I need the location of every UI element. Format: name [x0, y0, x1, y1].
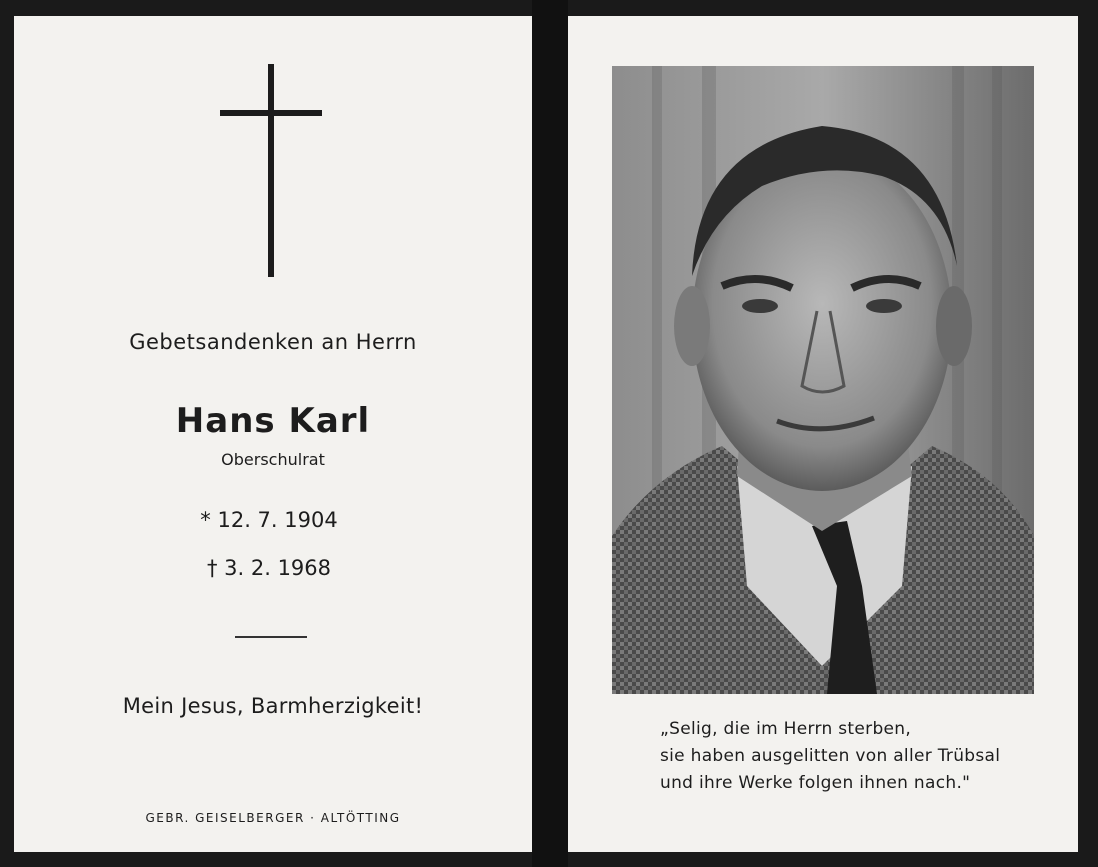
printer-credit: GEBR. GEISELBERGER · ALTÖTTING	[145, 811, 401, 825]
quote-line-1: „Selig, die im Herrn sterben,	[660, 719, 912, 739]
deceased-title: Oberschulrat	[221, 450, 325, 469]
intro-text: Gebetsandenken an Herrn	[129, 330, 417, 354]
right-card-panel	[568, 16, 1078, 852]
portrait-photo	[612, 66, 1034, 694]
cross-icon-bar	[220, 110, 322, 116]
quote-line-2: sie haben ausgelitten von aller Trübsal	[660, 746, 1001, 766]
cross-icon	[268, 64, 274, 277]
quote-line-3: und ihre Werke folgen ihnen nach."	[660, 773, 971, 793]
deceased-name: Hans Karl	[175, 401, 371, 441]
divider-line	[235, 636, 307, 638]
prayer-text: Mein Jesus, Barmherzigkeit!	[122, 694, 424, 718]
death-date: † 3. 2. 1968	[206, 556, 332, 580]
card-fold	[532, 0, 568, 867]
left-card-panel	[14, 16, 532, 852]
birth-date: * 12. 7. 1904	[200, 508, 338, 532]
